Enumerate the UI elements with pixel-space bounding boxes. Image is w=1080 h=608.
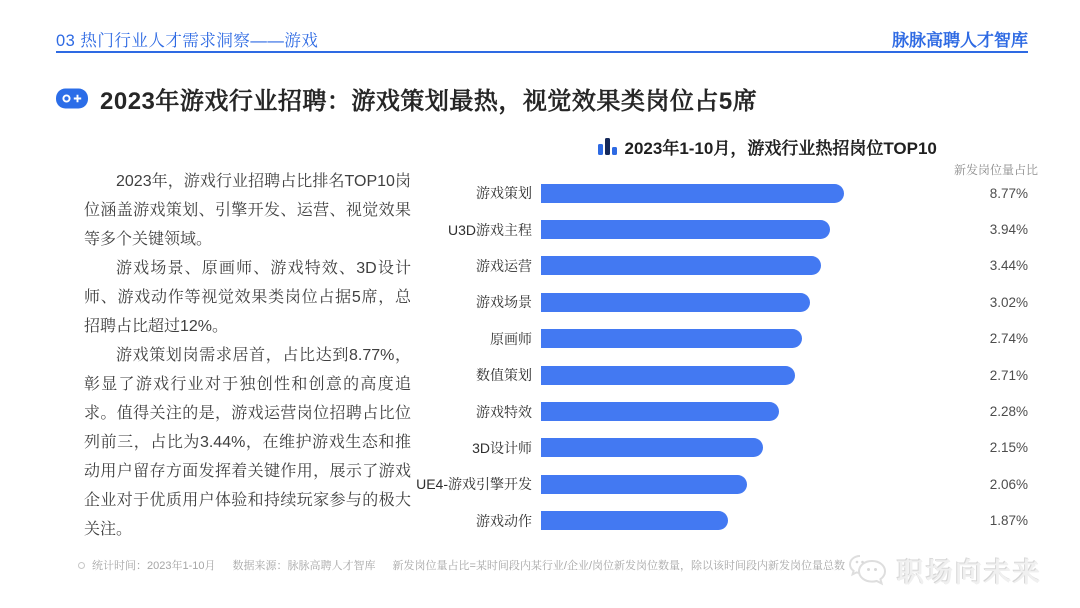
footer-stat-time: 统计时间：2023年1-10月	[92, 560, 216, 572]
bar-chart-icon	[598, 138, 617, 155]
chart-row	[400, 175, 1028, 211]
bar-category-label: 游戏动作	[476, 512, 532, 529]
bar-track	[541, 438, 962, 457]
chart-row	[400, 248, 1028, 284]
bar	[541, 293, 810, 312]
chart-row	[400, 503, 1028, 539]
bar	[541, 475, 747, 494]
page-title-row	[55, 81, 757, 116]
bar-category-label: 原画师	[490, 330, 532, 347]
bar	[541, 184, 844, 203]
bar-value-label: 3.44%	[989, 258, 1028, 274]
bar-track	[541, 184, 962, 203]
bar	[541, 220, 830, 239]
bar	[541, 438, 763, 457]
footer-note	[78, 557, 845, 573]
chart-row	[400, 284, 1028, 320]
bar-track	[541, 220, 962, 239]
bar	[541, 329, 802, 348]
bar-value-label: 1.87%	[989, 513, 1028, 529]
dot-icon	[78, 562, 85, 569]
bar-value-label: 3.02%	[989, 294, 1028, 310]
chart-row	[400, 430, 1028, 466]
watermark-text: 职场向未来	[897, 558, 1042, 588]
bar-value-label: 2.15%	[989, 440, 1028, 456]
bar-category-label: 数值策划	[476, 367, 532, 384]
value-column-header: 新发岗位量占比	[953, 163, 1038, 177]
gamepad-icon	[55, 85, 89, 112]
bar-value-label: 8.77%	[989, 185, 1028, 201]
bar-value-label: 2.06%	[989, 476, 1028, 492]
bar	[541, 256, 821, 275]
bar-category-label: 3D设计师	[472, 439, 532, 456]
bar-track	[541, 329, 962, 348]
bar-track	[541, 402, 962, 421]
bar-track	[541, 256, 962, 275]
bar-value-label: 2.28%	[989, 404, 1028, 420]
header-divider	[56, 51, 1028, 53]
bar-category-label: 游戏运营	[476, 257, 532, 274]
section-breadcrumb: 03 热门行业人才需求洞察——游戏	[56, 32, 319, 50]
chart-row	[400, 393, 1028, 429]
body-paragraph: 游戏策划岗需求居首，占比达到8.77%，彰显了游戏行业对于独创性和创意的高度追求。值得关注的是，游戏运营岗位招聘占比位列前三，占比为3.44%，在维护游戏生态和推动用户留存方面发挥着关键作用，展示了游戏企业对于优质用户体验和持续玩家参与的极大关注。	[84, 347, 411, 538]
chat-bubbles-icon	[846, 552, 892, 590]
bar-track	[541, 475, 962, 494]
bar-value-label: 2.74%	[989, 331, 1028, 347]
bar-track	[541, 511, 962, 530]
bar	[541, 511, 728, 530]
page-title: 2023年游戏行业招聘：游戏策划最热，视觉效果类岗位占5席	[100, 88, 758, 115]
bar-category-label: 游戏策划	[476, 185, 532, 202]
body-paragraph: 游戏场景、原画师、游戏特效、3D设计师、游戏动作等视觉效果类岗位占据5席，总招聘占比超过12%。	[84, 260, 411, 335]
bar-track	[541, 366, 962, 385]
chart-row	[400, 211, 1028, 247]
watermark	[846, 551, 1042, 590]
bar-value-label: 2.71%	[989, 367, 1028, 383]
bar-category-label: U3D游戏主程	[447, 221, 532, 238]
body-text	[84, 167, 411, 544]
chart-rows	[400, 175, 1028, 539]
bar-category-label: 游戏特效	[476, 403, 532, 420]
brand-logo-text: 脉脉高聘人才智库	[892, 31, 1028, 50]
footer-source: 数据来源：脉脉高聘人才智库	[232, 560, 376, 572]
bar	[541, 366, 795, 385]
bar-category-label: UE4-游戏引擎开发	[416, 476, 532, 493]
body-paragraph: 2023年，游戏行业招聘占比排名TOP10岗位涵盖游戏策划、引擎开发、运营、视觉效果等多个关键领域。	[84, 173, 411, 248]
chart-row	[400, 321, 1028, 357]
bar-track	[541, 293, 962, 312]
chart-row	[400, 357, 1028, 393]
chart-title-row	[598, 134, 937, 159]
bar	[541, 402, 779, 421]
bar-value-label: 3.94%	[989, 222, 1028, 238]
chart-title: 2023年1-10月，游戏行业热招岗位TOP10	[624, 139, 937, 158]
bar-category-label: 游戏场景	[476, 294, 532, 311]
footer-definition: 新发岗位量占比=某时间段内某行业/企业/岗位新发岗位数量，除以该时间段内新发岗位量总数	[392, 560, 846, 572]
chart-row	[400, 466, 1028, 502]
